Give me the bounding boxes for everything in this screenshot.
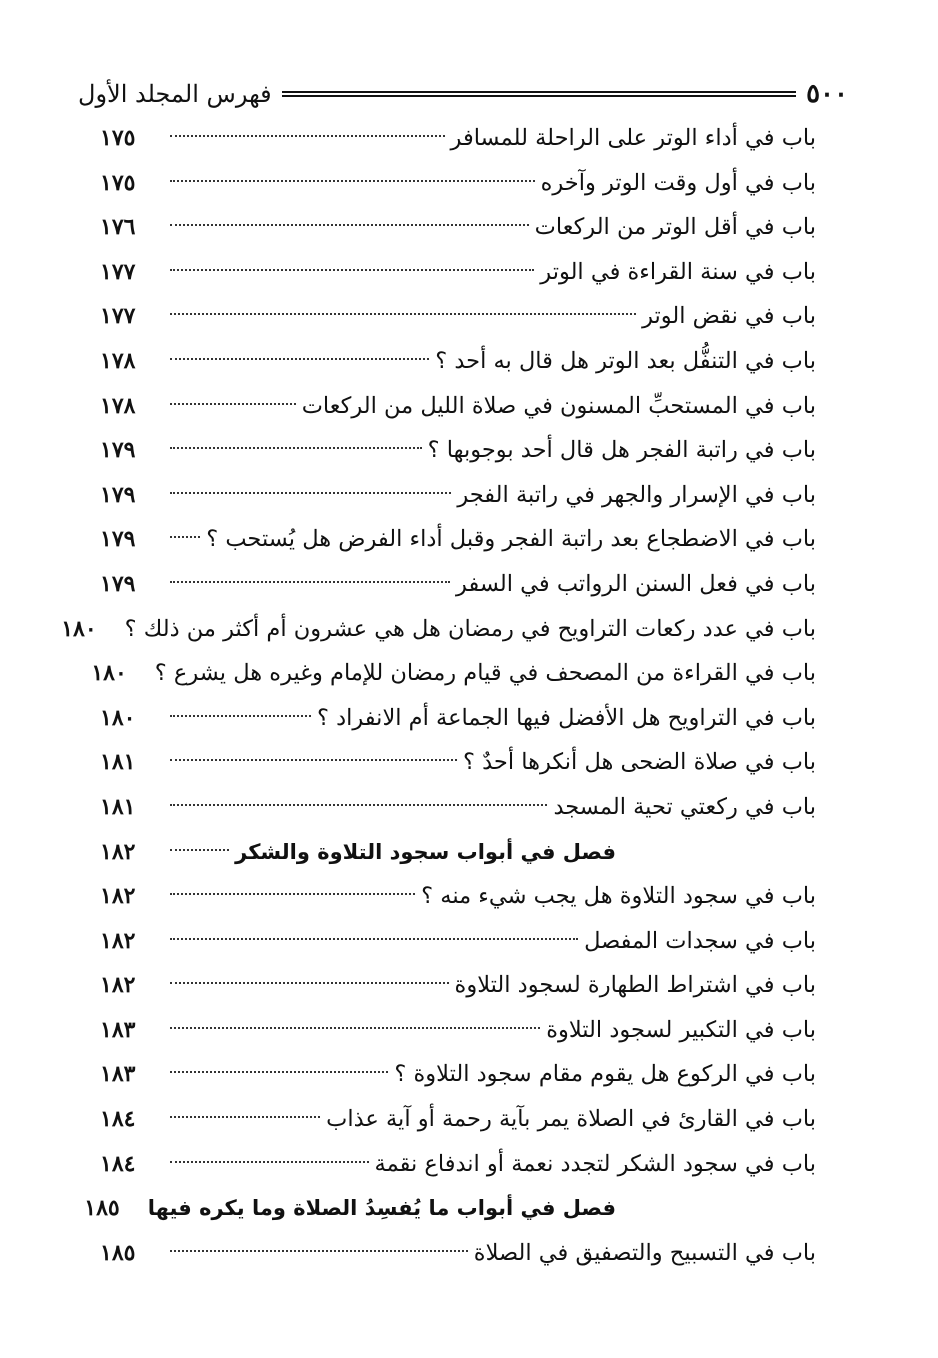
toc-entry-page: ١٧٨ [100, 392, 136, 419]
header-page-number: ٥٠٠ [806, 79, 848, 109]
toc-entry-title: باب في التكبير لسجود التلاوة [546, 1016, 816, 1043]
dot-leader [170, 224, 529, 226]
toc-section-heading [84, 1186, 816, 1231]
toc-entry-title: باب في سجود الشكر لتجدد نعمة أو اندفاع نقمة [374, 1150, 816, 1177]
running-header [78, 74, 848, 114]
toc-entry-title: باب في ركعتي تحية المسجد [553, 793, 816, 820]
toc-entry-page: ١٨٢ [100, 927, 136, 954]
toc-entry [100, 963, 816, 1008]
toc-entry [100, 205, 816, 250]
toc-entry-page: ١٨٢ [100, 972, 136, 999]
toc-entry-title: باب في صلاة الضحى هل أنكرها أحدٌ ؟ [463, 749, 816, 776]
toc-entry [100, 339, 816, 384]
header-title: فهرس المجلد الأول [78, 80, 272, 108]
toc-entry [100, 740, 816, 785]
toc-entry [100, 116, 816, 161]
dot-leader [170, 759, 457, 761]
dot-leader [170, 581, 450, 583]
header-rule [282, 91, 796, 97]
toc-entry [100, 562, 816, 607]
toc-entry-title: باب في أقل الوتر من الركعات [534, 214, 816, 241]
toc-entry [61, 607, 816, 652]
toc-entry [100, 384, 816, 429]
toc-entry [100, 919, 816, 964]
dot-leader [170, 313, 636, 315]
toc-entry-title: باب في سنة القراءة في الوتر [540, 258, 816, 285]
toc-entry [100, 428, 816, 473]
toc-entry [100, 1142, 816, 1187]
toc-entry-title: باب في القراءة من المصحف في قيام رمضان للإمام وغيره هل يشرع ؟ [154, 660, 816, 687]
dot-leader [170, 1161, 369, 1163]
toc-entry-title: باب في أول وقت الوتر وآخره [540, 169, 816, 196]
toc-entry-page: ١٨٢ [100, 883, 136, 910]
toc-entry-title: باب في سجود التلاوة هل يجب شيء منه ؟ [421, 883, 816, 910]
dot-leader [170, 180, 535, 182]
toc-entry [100, 294, 816, 339]
toc-entry-page: ١٨٤ [100, 1106, 136, 1133]
toc-entry [100, 874, 816, 919]
dot-leader [170, 1250, 468, 1252]
toc-entry-title: باب في الاضطجاع بعد راتبة الفجر وقبل أداء الفرض هل يُستحب ؟ [206, 526, 816, 553]
toc-entry-page: ١٧٩ [100, 481, 136, 508]
toc-entry-title: باب في اشتراط الطهارة لسجود التلاوة [454, 972, 816, 999]
toc-entry [100, 161, 816, 206]
dot-leader [170, 403, 296, 405]
toc-entry-page: ١٨١ [100, 793, 136, 820]
toc-entry-page: ١٨٥ [100, 1239, 136, 1266]
toc-entry-page: ١٨٠ [61, 615, 97, 642]
dot-leader [170, 715, 311, 717]
toc-entry-page: ١٧٥ [100, 169, 136, 196]
toc-entry [100, 473, 816, 518]
toc-entry [100, 517, 816, 562]
dot-leader [170, 893, 415, 895]
dot-leader [170, 492, 451, 494]
dot-leader [170, 1027, 540, 1029]
toc-entry-page: ١٧٩ [100, 437, 136, 464]
dot-leader [170, 358, 429, 360]
toc-entry-title: باب في نقض الوتر [642, 303, 816, 330]
toc-entry [100, 1097, 816, 1142]
toc-entry-title: باب في الإسرار والجهر في راتبة الفجر [457, 481, 816, 508]
dot-leader [170, 804, 547, 806]
toc-entry-title: باب في عدد ركعات التراويح في رمضان هل هي عشرون أم أكثر من ذلك ؟ [124, 615, 816, 642]
toc-entry-title: باب في المستحبِّ المسنون في صلاة الليل من الركعات [301, 392, 816, 419]
toc-entry-page: ١٨٥ [84, 1195, 120, 1222]
toc-entry-title: فصل في أبواب ما يُفسِدُ الصلاة وما يكره فيها [147, 1196, 616, 1221]
toc-entry-page: ١٨٣ [100, 1016, 136, 1043]
dot-leader [170, 849, 229, 851]
toc-entry [91, 651, 816, 696]
dot-leader [170, 135, 445, 137]
toc-entry-page: ١٧٥ [100, 125, 136, 151]
toc-entry [100, 1231, 816, 1276]
toc-entry-page: ١٨٤ [100, 1150, 136, 1177]
toc-entry-page: ١٧٩ [100, 526, 136, 553]
table-of-contents [61, 116, 816, 1275]
dot-leader [170, 269, 534, 271]
dot-leader [170, 1071, 388, 1073]
dot-leader [170, 536, 200, 538]
toc-entry-title: باب في سجدات المفصل [584, 927, 816, 954]
toc-entry-title: باب في الركوع هل يقوم مقام سجود التلاوة ؟ [394, 1061, 816, 1088]
toc-entry-title: باب في أداء الوتر على الراحلة للمسافر [450, 125, 816, 151]
toc-entry-title: باب في القارئ في الصلاة يمر بآية رحمة أو آية عذاب [326, 1106, 816, 1133]
toc-entry-page: ١٨٣ [100, 1061, 136, 1088]
toc-entry-page: ١٨٢ [100, 838, 136, 865]
dot-leader [170, 447, 422, 449]
toc-entry-title: باب في التسبيح والتصفيق في الصلاة [473, 1239, 816, 1266]
toc-section-heading [100, 830, 816, 875]
toc-entry-title: فصل في أبواب سجود التلاوة والشكر [235, 839, 616, 864]
toc-entry-page: ١٨٠ [91, 660, 127, 687]
toc-entry-page: ١٨٠ [100, 704, 136, 731]
toc-entry [100, 785, 816, 830]
toc-entry-page: ١٧٧ [100, 303, 136, 330]
toc-entry-page: ١٧٧ [100, 258, 136, 285]
toc-entry-page: ١٧٩ [100, 570, 136, 597]
toc-entry-page: ١٨١ [100, 749, 136, 776]
toc-entry-page: ١٧٨ [100, 347, 136, 374]
toc-entry-title: باب في التراويح هل الأفضل فيها الجماعة أم الانفراد ؟ [317, 704, 816, 731]
toc-entry [100, 250, 816, 295]
toc-entry-page: ١٧٦ [100, 214, 136, 241]
toc-entry [100, 1008, 816, 1053]
dot-leader [170, 982, 449, 984]
toc-entry [100, 1052, 816, 1097]
dot-leader [170, 938, 578, 940]
toc-entry-title: باب في راتبة الفجر هل قال أحد بوجوبها ؟ [427, 437, 816, 464]
dot-leader [170, 1116, 320, 1118]
toc-entry [100, 696, 816, 741]
toc-entry-title: باب في فعل السنن الرواتب في السفر [456, 570, 816, 597]
toc-entry-title: باب في التنفُّل بعد الوتر هل قال به أحد ؟ [435, 347, 816, 374]
